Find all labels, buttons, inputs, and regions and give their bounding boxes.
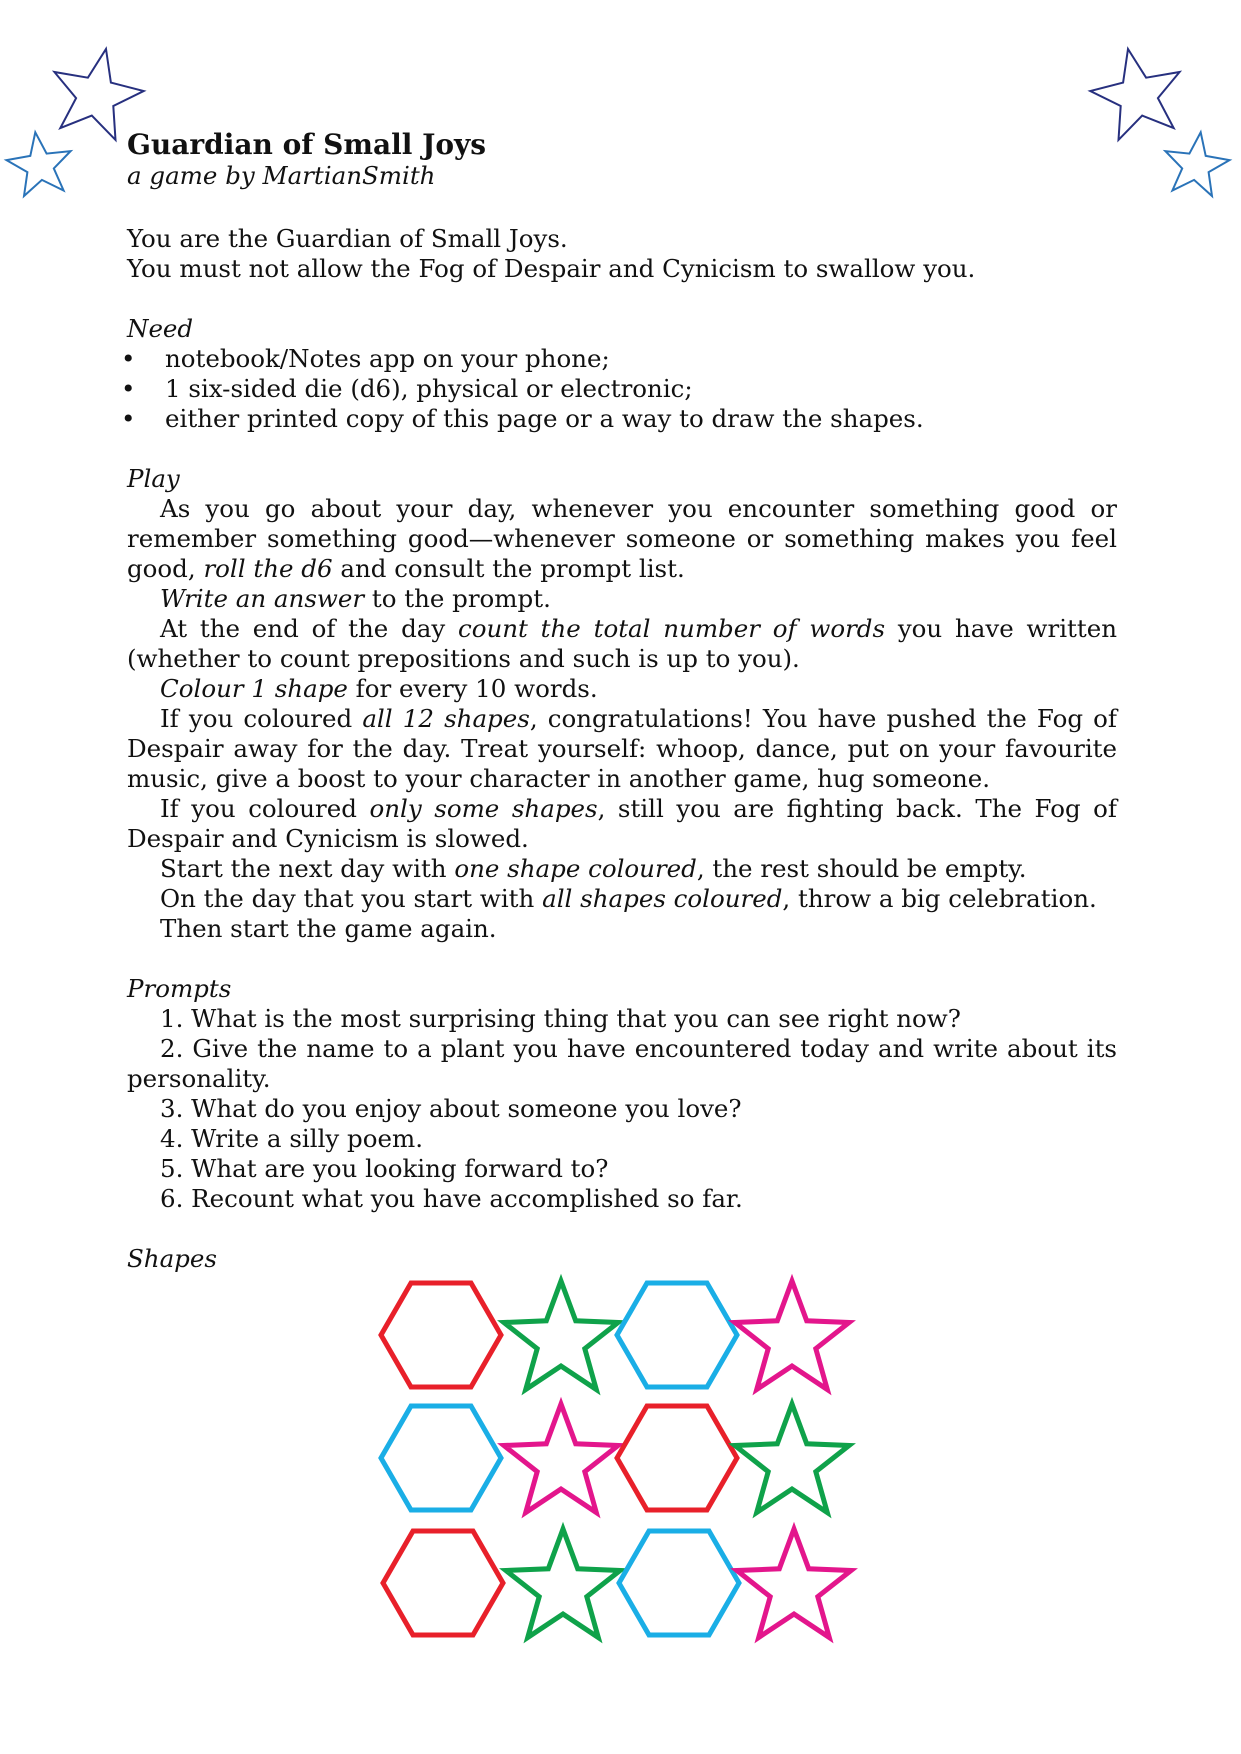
hexagon-shape[interactable] xyxy=(381,1283,501,1387)
prompts-heading: Prompts xyxy=(127,974,232,1003)
list-item: • either printed copy of this page or a way to draw the shapes. xyxy=(127,404,1117,434)
prompt-item: 3. What do you enjoy about someone you love? xyxy=(160,1094,742,1123)
play-heading: Play xyxy=(127,464,180,493)
prompt-item: 4. Write a silly poem. xyxy=(160,1124,423,1153)
star-shape[interactable] xyxy=(504,1404,618,1513)
need-heading: Need xyxy=(127,314,194,343)
play-paragraph: As you go about your day, whenever you encounter something good or remember something good—whenever someone or something makes you feel good, roll the d6 and consult the prompt list. xyxy=(127,494,1117,583)
play-paragraph: Then start the game again. xyxy=(160,914,497,943)
play-paragraph: On the day that you start with all shapes coloured, throw a big celebration. xyxy=(160,884,1097,913)
play-paragraph: If you coloured only some shapes, still you are fighting back. The Fog of Despair and Cynicism is slowed. xyxy=(127,794,1117,853)
star-shape[interactable] xyxy=(735,1404,849,1513)
intro-line: You are the Guardian of Small Joys. xyxy=(127,224,568,253)
star-shape[interactable] xyxy=(735,1281,849,1390)
hexagon-shape[interactable] xyxy=(383,1531,503,1635)
list-item: • 1 six-sided die (d6), physical or electronic; xyxy=(127,374,1117,404)
star-shape[interactable] xyxy=(737,1529,851,1638)
star-shape[interactable] xyxy=(506,1529,620,1638)
hexagon-shape[interactable] xyxy=(381,1406,501,1510)
shapes-heading: Shapes xyxy=(127,1244,217,1273)
hexagon-shape[interactable] xyxy=(619,1531,739,1635)
play-paragraph: If you coloured all 12 shapes, congratulations! You have pushed the Fog of Despair away for the day. Treat yourself: whoop, dance, put on your favourite music, give a boost to your character in another game, hug someone. xyxy=(127,704,1117,793)
hexagon-shape[interactable] xyxy=(617,1406,737,1510)
intro-line: You must not allow the Fog of Despair and Cynicism to swallow you. xyxy=(127,254,976,283)
prompt-item: 6. Recount what you have accomplished so far. xyxy=(160,1184,743,1213)
prompt-item: 2. Give the name to a plant you have encountered today and write about its personality. xyxy=(127,1034,1117,1093)
star-shape[interactable] xyxy=(504,1281,618,1390)
list-item: • notebook/Notes app on your phone; xyxy=(127,344,1117,374)
play-paragraph: Write an answer to the prompt. xyxy=(160,584,551,613)
game-byline: a game by MartianSmith xyxy=(127,161,436,190)
prompt-item: 5. What are you looking forward to? xyxy=(160,1154,609,1183)
prompt-item: 1. What is the most surprising thing that you can see right now? xyxy=(160,1004,961,1033)
play-paragraph: Colour 1 shape for every 10 words. xyxy=(160,674,598,703)
hexagon-shape[interactable] xyxy=(617,1283,737,1387)
play-paragraph: Start the next day with one shape coloured, the rest should be empty. xyxy=(160,854,1027,883)
game-title: Guardian of Small Joys xyxy=(127,128,487,161)
play-paragraph: At the end of the day count the total number of words you have written (whether to count prepositions and such is up to you). xyxy=(127,614,1118,673)
